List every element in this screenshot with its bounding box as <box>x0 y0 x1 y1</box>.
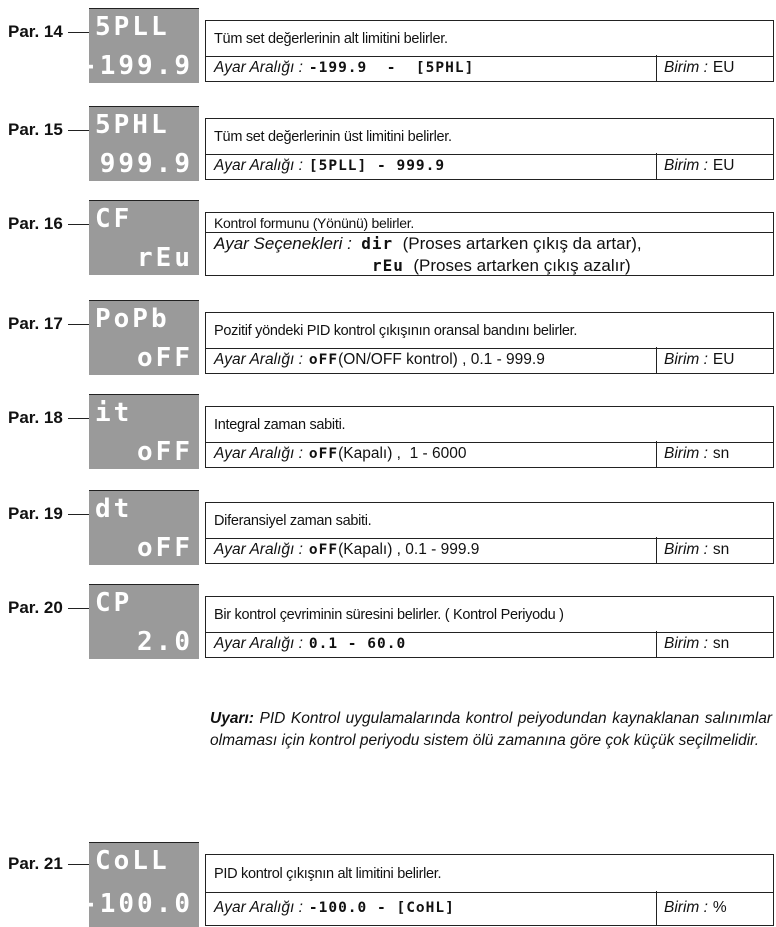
option-row-1 <box>214 233 773 255</box>
param-label: Par. 18 <box>8 408 63 427</box>
unit-cell <box>657 55 773 81</box>
unit-label: Birim : <box>664 59 708 76</box>
unit-cell <box>657 631 773 657</box>
param-range-row <box>206 153 773 179</box>
segment-display <box>89 584 199 659</box>
range-value: (ON/OFF kontrol) , 0.1 - 999.9 <box>338 351 545 368</box>
range-cell <box>206 631 657 657</box>
unit-label: Birim : <box>664 899 708 916</box>
range-label: Ayar Aralığı : <box>214 157 303 174</box>
param-14 <box>0 8 776 82</box>
range-code: oFF <box>308 542 339 558</box>
unit-value: sn <box>712 541 730 558</box>
range-label: Ayar Aralığı : <box>214 541 303 558</box>
param-range-row <box>206 347 773 373</box>
param-table <box>205 502 774 564</box>
param-15 <box>0 106 776 180</box>
segment-display <box>81 8 199 83</box>
param-21 <box>0 842 776 926</box>
unit-label: Birim : <box>664 541 708 558</box>
unit-cell <box>657 153 773 179</box>
range-label: Ayar Aralığı : <box>214 445 303 462</box>
unit-value: % <box>712 899 727 916</box>
display-line-2: oFF <box>137 533 193 563</box>
param-table <box>205 20 774 82</box>
range-code: oFF <box>308 446 339 462</box>
param-range-row <box>206 631 773 657</box>
options-block <box>206 233 773 277</box>
display-line-2: 2.0 <box>137 627 193 657</box>
display-line-1: CF <box>95 204 133 234</box>
display-line-1: CP <box>95 588 133 618</box>
range-value: [5PLL] - 999.9 <box>308 158 446 174</box>
param-table <box>205 596 774 658</box>
unit-value: EU <box>712 157 735 174</box>
display-line-1: CoLL <box>95 846 170 876</box>
param-description: Diferansiyel zaman sabiti. <box>206 503 773 539</box>
display-line-2: oFF <box>137 343 193 373</box>
param-label: Par. 17 <box>8 314 63 333</box>
range-cell <box>206 55 657 81</box>
range-value: -100.0 - [CoHL] <box>308 900 455 916</box>
range-label: Ayar Aralığı : <box>214 635 303 652</box>
range-label: Ayar Aralığı : <box>214 899 303 916</box>
range-label: Ayar Aralığı : <box>214 59 303 76</box>
param-label: Par. 16 <box>8 214 63 233</box>
range-value: 0.1 - 60.0 <box>308 636 407 652</box>
display-line-2: -199.9 <box>81 51 193 81</box>
param-description: Integral zaman sabiti. <box>206 407 773 443</box>
display-line-2: 999.9 <box>99 149 193 179</box>
unit-label: Birim : <box>664 351 708 368</box>
option-row-2 <box>214 255 773 277</box>
display-line-2: oFF <box>137 437 193 467</box>
param-table <box>205 118 774 180</box>
segment-display <box>89 300 199 375</box>
option-code-1: dir <box>361 234 394 253</box>
options-label: Ayar Seçenekleri : <box>214 234 352 253</box>
unit-label: Birim : <box>664 635 708 652</box>
param-label: Par. 20 <box>8 598 63 617</box>
param-description: Kontrol formunu (Yönünü) belirler. <box>206 213 773 233</box>
unit-value: EU <box>712 351 735 368</box>
range-value: (Kapalı) , 0.1 - 999.9 <box>338 541 480 558</box>
segment-display <box>89 394 199 469</box>
param-table <box>205 212 774 276</box>
param-19 <box>0 490 776 564</box>
segment-display <box>89 200 199 275</box>
unit-value: sn <box>712 445 730 462</box>
param-description: Pozitif yöndeki PID kontrol çıkışının oransal bandını belirler. <box>206 313 773 349</box>
option-text-1: (Proses artarken çıkış da artar), <box>402 234 642 253</box>
unit-cell <box>657 347 773 373</box>
unit-cell <box>657 441 773 467</box>
segment-display <box>89 106 199 181</box>
param-table <box>205 854 774 926</box>
connector-line <box>68 32 90 33</box>
range-cell <box>206 347 657 373</box>
range-value: -199.9 - [5PHL] <box>308 60 475 76</box>
range-label: Ayar Aralığı : <box>214 351 303 368</box>
warning-label: Uyarı: <box>210 710 254 727</box>
warning-note <box>210 708 772 752</box>
unit-value: sn <box>712 635 730 652</box>
display-line-1: PoPb <box>95 304 170 334</box>
option-code-2: rEu <box>372 256 404 275</box>
param-label: Par. 14 <box>8 22 63 41</box>
unit-label: Birim : <box>664 445 708 462</box>
param-label: Par. 21 <box>8 854 63 873</box>
param-17 <box>0 300 776 374</box>
segment-display <box>89 490 199 565</box>
unit-cell <box>657 891 773 925</box>
display-line-1: 5PHL <box>95 110 170 140</box>
range-cell <box>206 153 657 179</box>
connector-line <box>68 324 90 325</box>
display-line-1: it <box>95 398 133 428</box>
param-label: Par. 15 <box>8 120 63 139</box>
param-description: PID kontrol çıkışnın alt limitini belirler. <box>206 855 773 893</box>
param-description: Tüm set değerlerinin alt limitini belirler. <box>206 21 773 57</box>
range-cell <box>206 891 657 925</box>
warning-text: PID Kontrol uygulamalarında kontrol peiyodundan kaynaklanan salınımlar olmaması için kontrol periyodu sistem ölü zamanına göre çok küçük seçilmelidir. <box>210 710 772 749</box>
unit-label: Birim : <box>664 157 708 174</box>
display-line-2: rEu <box>137 243 193 273</box>
unit-value: EU <box>712 59 735 76</box>
param-label: Par. 19 <box>8 504 63 523</box>
option-text-2: (Proses artarken çıkış azalır) <box>413 256 631 275</box>
display-line-1: dt <box>95 494 133 524</box>
param-range-row <box>206 537 773 563</box>
range-code: oFF <box>308 352 339 368</box>
connector-line <box>68 224 90 225</box>
unit-cell <box>657 537 773 563</box>
param-18 <box>0 394 776 468</box>
param-16 <box>0 200 776 274</box>
param-table <box>205 312 774 374</box>
range-value: (Kapalı) , 1 - 6000 <box>338 445 467 462</box>
display-line-1: 5PLL <box>95 12 170 42</box>
param-range-row <box>206 55 773 81</box>
range-cell <box>206 537 657 563</box>
range-cell <box>206 441 657 467</box>
param-range-row <box>206 441 773 467</box>
connector-line <box>68 864 90 865</box>
connector-line <box>68 608 90 609</box>
param-description: Tüm set değerlerinin üst limitini belirler. <box>206 119 773 155</box>
connector-line <box>68 418 90 419</box>
param-description: Bir kontrol çevriminin süresini belirler. ( Kontrol Periyodu ) <box>206 597 773 633</box>
connector-line <box>68 514 90 515</box>
param-range-row <box>206 891 773 925</box>
segment-display <box>81 842 199 927</box>
param-table <box>205 406 774 468</box>
display-line-2: -100.0 <box>81 889 193 919</box>
param-20 <box>0 584 776 658</box>
connector-line <box>68 130 90 131</box>
